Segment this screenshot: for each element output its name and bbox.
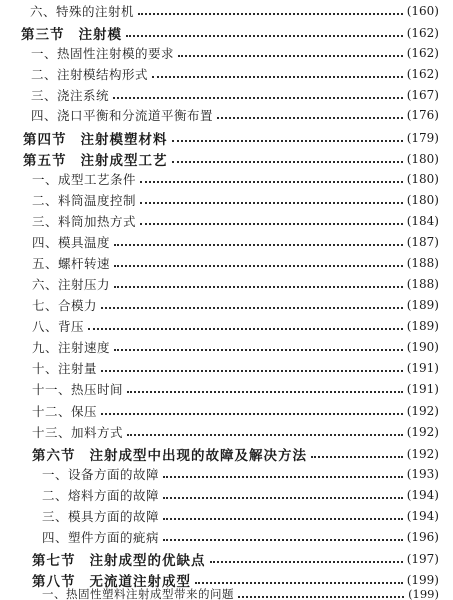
toc-item <box>42 463 439 485</box>
toc-page-number: (192) <box>406 425 439 439</box>
leader-dots <box>172 161 403 163</box>
toc-page-number: (192) <box>406 404 439 418</box>
toc-page-number: (180) <box>406 152 439 166</box>
section-title: 注射成型的优缺点 <box>89 553 206 569</box>
toc-item-title: 二、熔料方面的故障 <box>42 488 160 503</box>
toc-item <box>32 357 439 379</box>
section-title: 注射成型工艺 <box>80 153 168 169</box>
leader-dots <box>140 181 403 183</box>
toc-item <box>32 231 439 253</box>
toc-page-number: (179) <box>406 131 439 145</box>
toc-item <box>31 104 439 126</box>
leader-dots <box>238 596 404 598</box>
leader-dots <box>140 223 403 225</box>
toc-item <box>30 0 439 22</box>
section-number: 第五节 <box>23 153 67 169</box>
leader-dots <box>163 539 403 541</box>
toc-page-number: (188) <box>406 277 439 291</box>
toc-item-title: 十二、保压 <box>32 404 98 419</box>
leader-dots <box>101 413 403 415</box>
toc-item <box>32 210 439 232</box>
leader-dots <box>114 265 403 267</box>
toc-item-title: 八、背压 <box>32 319 85 334</box>
toc-page-number: (176) <box>406 108 439 122</box>
toc-item <box>32 189 439 211</box>
toc-page-number: (162) <box>406 46 439 60</box>
toc-item-title: 十一、热压时间 <box>32 382 124 397</box>
leader-dots <box>217 117 403 119</box>
section-number: 第六节 <box>32 448 76 464</box>
toc-page-number: (189) <box>406 319 439 333</box>
toc-item-title: 一、成型工艺条件 <box>32 172 137 187</box>
toc-item <box>31 63 439 85</box>
toc-item-title: 三、浇注系统 <box>31 88 110 103</box>
leader-dots <box>88 328 403 330</box>
toc-item <box>42 484 439 506</box>
leader-dots <box>127 391 403 393</box>
leader-dots <box>163 497 403 499</box>
toc-item <box>32 252 439 274</box>
toc-item-title: 十、注射量 <box>32 361 98 376</box>
toc-item-title: 七、合模力 <box>32 298 98 313</box>
toc-page-number: (199) <box>406 573 439 587</box>
leader-dots <box>114 286 403 288</box>
leader-dots <box>101 370 403 372</box>
leader-dots <box>178 55 403 57</box>
toc-page-number: (191) <box>406 361 439 375</box>
toc-page-number: (167) <box>406 88 439 102</box>
leader-dots <box>195 582 403 584</box>
toc-page-number: (187) <box>406 235 439 249</box>
toc-item-title: 二、注射模结构形式 <box>31 67 149 82</box>
toc-page-number: (199) <box>408 588 439 600</box>
toc-page-number: (189) <box>406 298 439 312</box>
toc-item <box>32 400 439 422</box>
toc-page-number: (194) <box>406 488 439 502</box>
toc-item <box>32 315 439 337</box>
toc-item-title: 二、料筒温度控制 <box>32 193 137 208</box>
leader-dots <box>113 97 403 99</box>
toc-page-number: (162) <box>406 67 439 81</box>
toc-item-title: 四、塑件方面的疵病 <box>42 530 160 545</box>
toc-item <box>31 84 439 106</box>
section-number: 第三节 <box>21 27 65 43</box>
toc-page-number: (188) <box>406 256 439 270</box>
leader-dots <box>311 456 403 458</box>
toc-page-number: (184) <box>406 214 439 228</box>
toc-item-title: 十三、加料方式 <box>32 425 124 440</box>
leader-dots <box>138 13 403 15</box>
leader-dots <box>114 349 403 351</box>
toc-item-title: 一、热固性塑料注射成型带来的问题 <box>42 588 234 600</box>
leader-dots <box>210 561 403 563</box>
leader-dots <box>152 76 403 78</box>
section-title: 无流道注射成型 <box>89 574 191 590</box>
toc-item <box>32 294 439 316</box>
toc-page-number: (160) <box>406 4 439 18</box>
toc-item <box>42 526 439 548</box>
toc-item-title: 五、螺杆转速 <box>32 256 111 271</box>
leader-dots <box>101 307 403 309</box>
toc-page-number: (194) <box>406 509 439 523</box>
leader-dots <box>163 476 403 478</box>
section-title: 注射模 <box>78 27 122 43</box>
leader-dots <box>114 244 403 246</box>
toc-item <box>32 378 439 400</box>
toc-item-title: 三、料筒加热方式 <box>32 214 137 229</box>
toc-item <box>32 168 439 190</box>
toc-item-title: 三、模具方面的故障 <box>42 509 160 524</box>
toc-page-number: (190) <box>406 340 439 354</box>
section-title: 注射成型中出现的故障及解决方法 <box>89 448 307 464</box>
toc-item-title: 六、注射压力 <box>32 277 111 292</box>
toc-page-number: (192) <box>406 447 439 461</box>
toc-item-title: 四、模具温度 <box>32 235 111 250</box>
leader-dots <box>172 140 403 142</box>
toc-item <box>42 588 439 600</box>
toc-page-number: (197) <box>406 552 439 566</box>
toc-page-number: (191) <box>406 382 439 396</box>
toc-item-title: 四、浇口平衡和分流道平衡布置 <box>31 108 214 123</box>
toc-item-title: 六、特殊的注射机 <box>30 4 135 19</box>
leader-dots <box>127 434 403 436</box>
section-number: 第七节 <box>32 553 76 569</box>
toc-page-number: (180) <box>406 172 439 186</box>
toc-item <box>32 421 439 443</box>
toc-item <box>31 42 439 64</box>
leader-dots <box>163 518 403 520</box>
toc-item-title: 一、热固性注射模的要求 <box>31 46 175 61</box>
section-title: 注射模塑材料 <box>80 132 168 148</box>
toc-page-number: (196) <box>406 530 439 544</box>
leader-dots <box>126 35 403 37</box>
toc-page-number: (180) <box>406 193 439 207</box>
toc-page-number: (162) <box>406 26 439 40</box>
leader-dots <box>140 202 403 204</box>
section-number: 第四节 <box>23 132 67 148</box>
toc-item-title: 九、注射速度 <box>32 340 111 355</box>
toc-item <box>42 505 439 527</box>
toc-item-title: 一、设备方面的故障 <box>42 467 160 482</box>
section-number: 第八节 <box>32 574 76 590</box>
toc-page-number: (193) <box>406 467 439 481</box>
toc-item <box>32 273 439 295</box>
toc-item <box>32 336 439 358</box>
